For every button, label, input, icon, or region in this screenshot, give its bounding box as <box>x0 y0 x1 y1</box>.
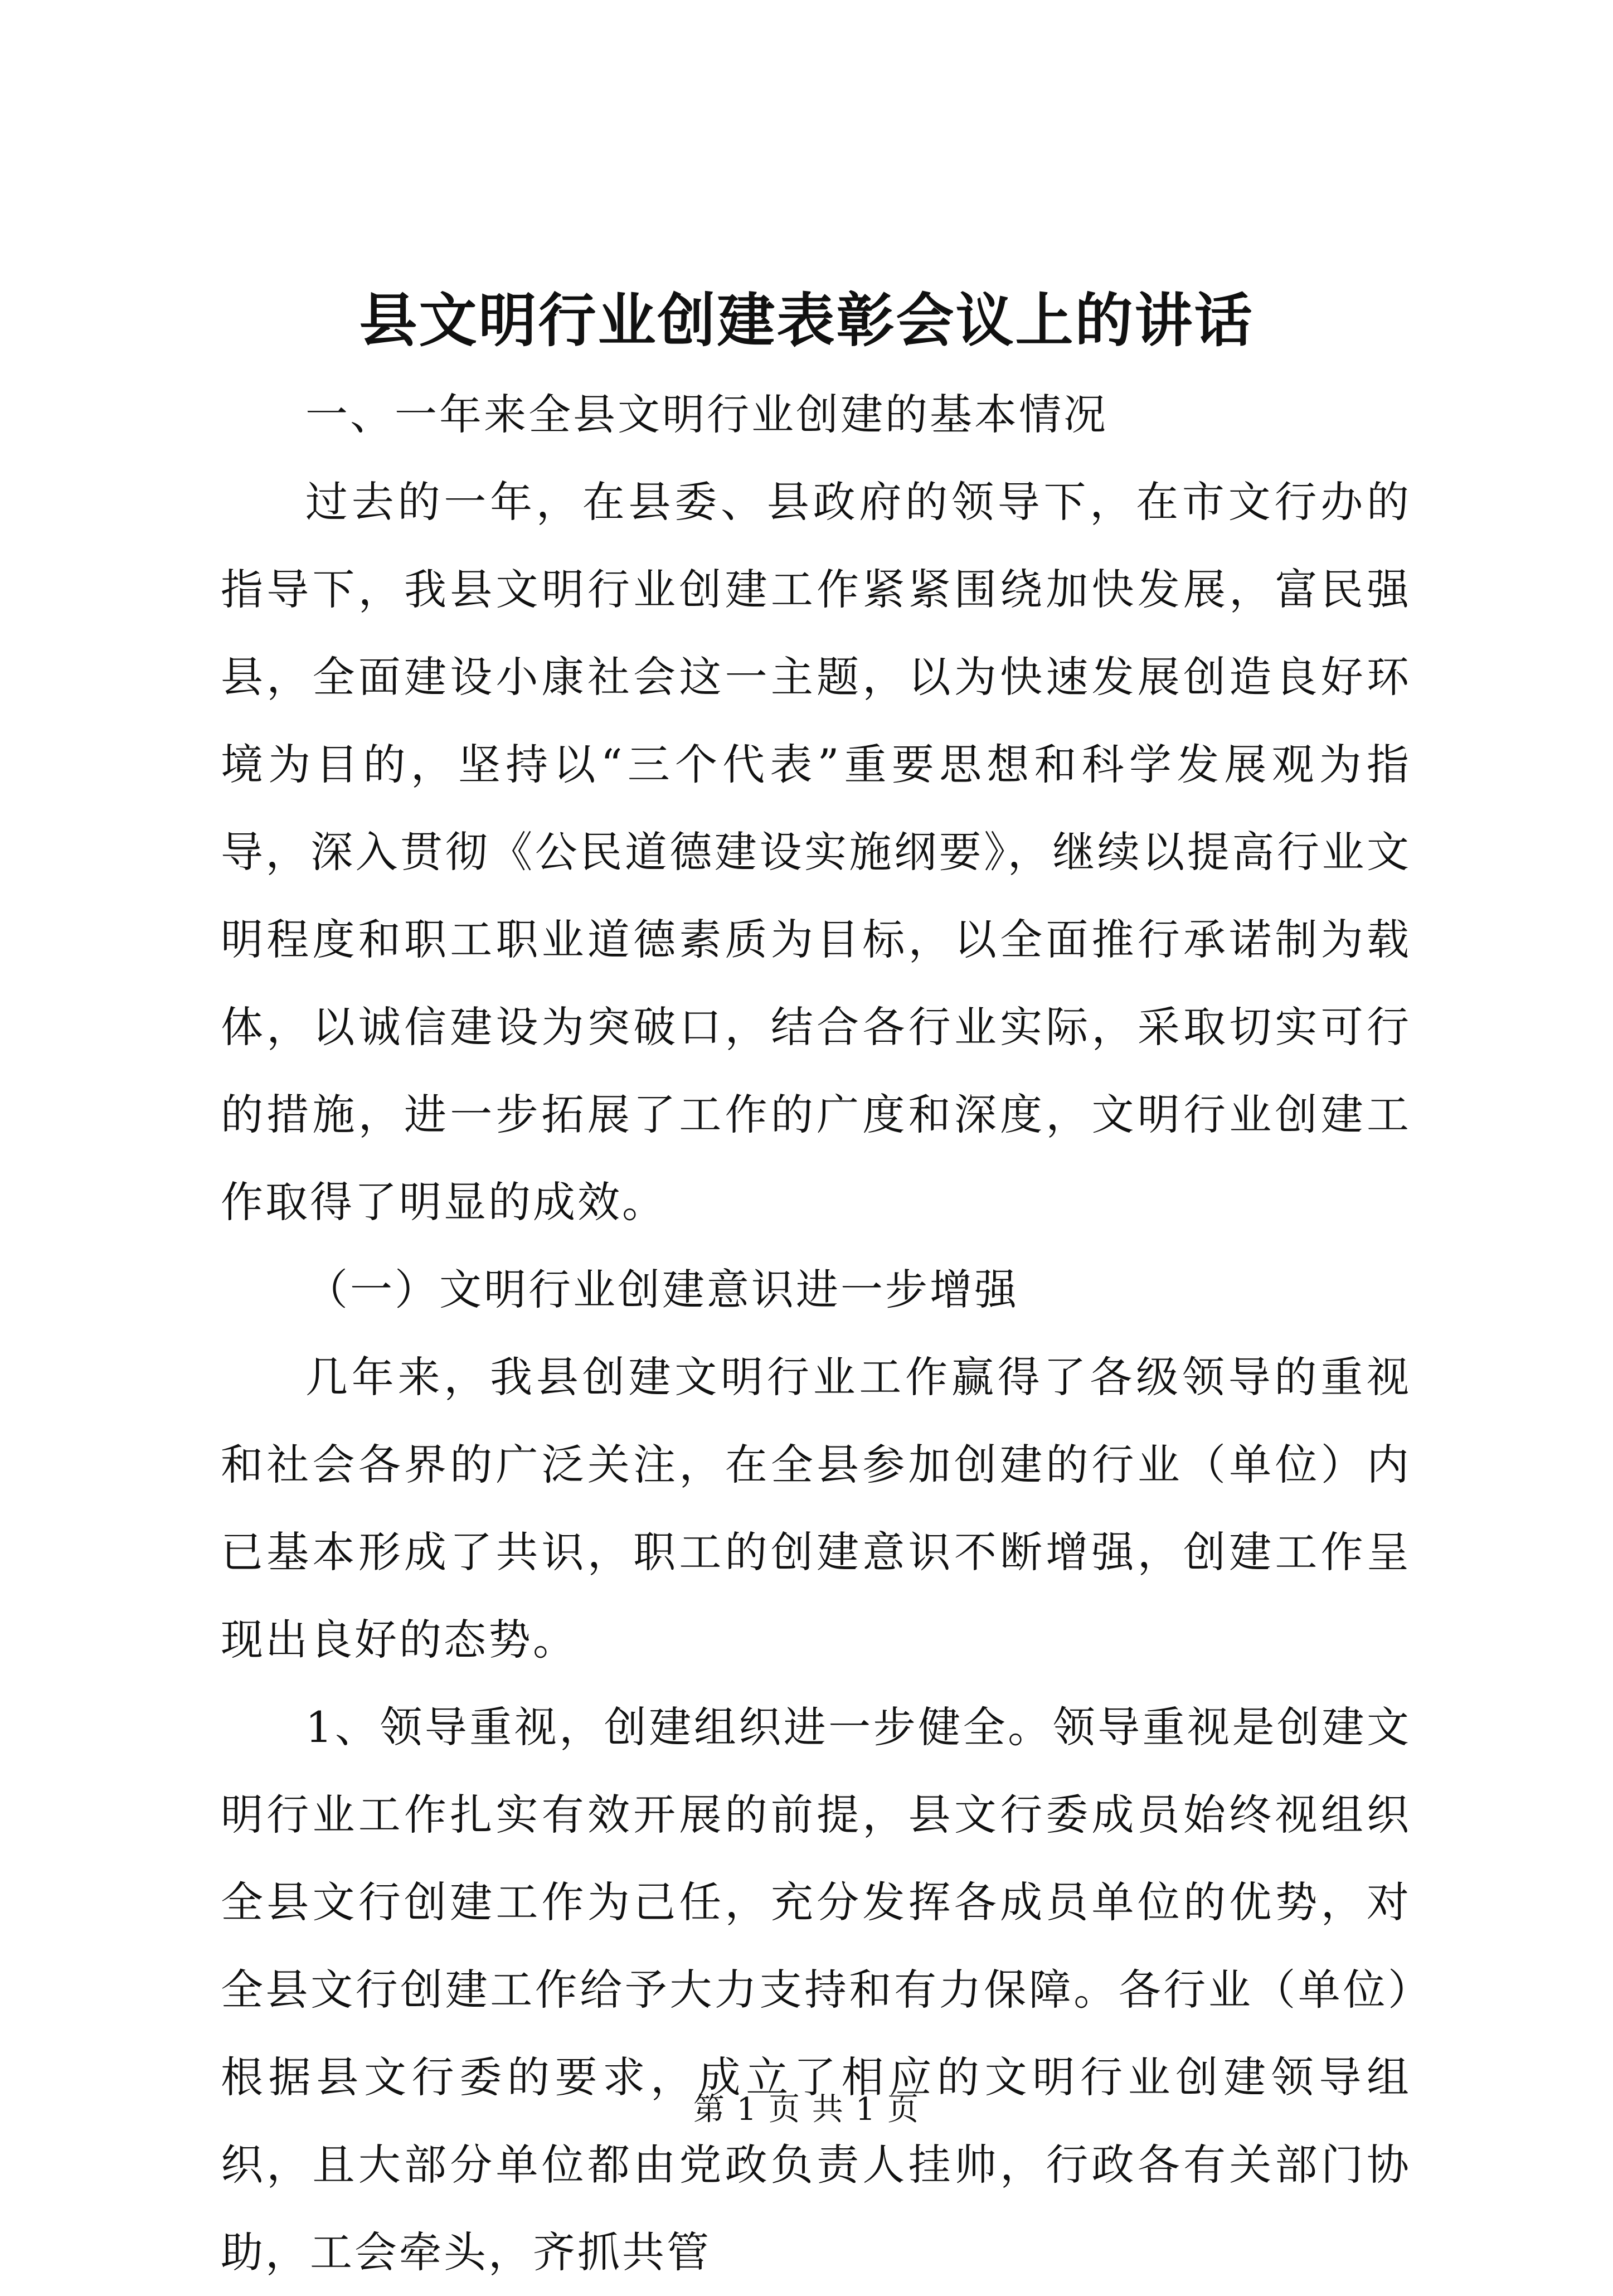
page-footer: 第 1 页 共 1 页 <box>693 2091 920 2128</box>
document-body <box>221 371 1411 2296</box>
document-title: 县文明行业创建表彰会议上的讲话 <box>359 286 1254 355</box>
body-paragraph: 过去的一年，在县委、县政府的领导下，在市文行办的指导下，我县文明行业创建工作紧紧围绕加快发展，富民强县，全面建设小康社会这一主题，以为快速发展创造良好环境为目的，坚持以“三个代表”重要思想和科学发展观为指导，深入贯彻《公民道德建设实施纲要》，继续以提高行业文明程度和职工职业道德素质为目标，以全面推行承诺制为载体，以诚信建设为突破口，结合各行业实际，采取切实可行的措施，进一步拓展了工作的广度和深度，文明行业创建工作取得了明显的成效。 <box>221 477 1411 1227</box>
body-paragraph: 几年来，我县创建文明行业工作赢得了各级领导的重视和社会各界的广泛关注，在全县参加创建的行业（单位）内已基本形成了共识，职工的创建意识不断增强，创建工作呈现出良好的态势。 <box>221 1352 1411 1664</box>
body-paragraph: 1、领导重视，创建组织进一步健全。领导重视是创建文明行业工作扎实有效开展的前提，县文行委成员始终视组织全县文行创建工作为己任，充分发挥各成员单位的优势，对全县文行创建工作给予大力支持和有力保障。各行业（单位）根据县文行委的要求，成立了相应的文明行业创建领导组织，且大部分单位都由党政负责人挂帅，行政各有关部门协助，工会牵头，齐抓共管 <box>221 1702 1411 2277</box>
subsection-heading: （一）文明行业创建意识进一步增强 <box>305 1265 1019 1314</box>
section-heading: 一、一年来全县文明行业创建的基本情况 <box>305 390 1108 439</box>
